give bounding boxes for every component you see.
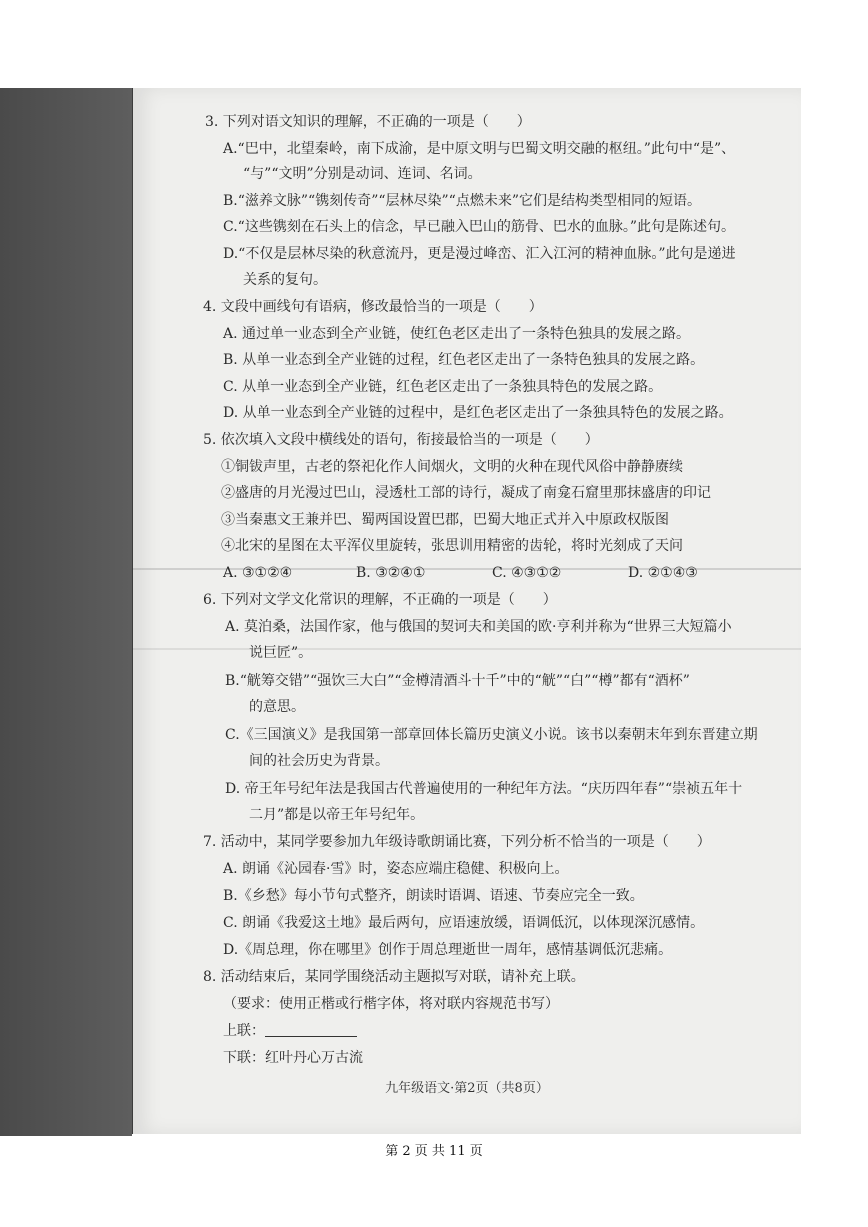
q4-option-d: D. 从单一业态到全产业链的过程中，是红色老区走出了一条独具特色的发展之路。 [223,405,733,421]
q8-upper-blank[interactable] [265,1022,357,1037]
q6-option-c-cont: 间的社会历史为背景。 [249,753,389,769]
q6-option-d-cont: 二月”都是以帝王年号纪年。 [249,807,425,823]
q5-option-c: C. ④③①② [492,565,562,581]
q6-option-b: B.“觥筹交错”“强饮三大白”“金樽清酒斗十千”中的“觥”“白”“樽”都有“酒杯” [225,673,690,689]
q6-option-d: D. 帝王年号纪年法是我国古代普遍使用的一种纪年方法。“庆历四年春”“崇祯五年十 [225,781,743,797]
q5-stem: 5. 依次填入文段中横线处的语句，衔接最恰当的一项是（ ） [203,432,599,448]
q7-option-d: D.《周总理，你在哪里》创作于周总理逝世一周年，感情基调低沉悲痛。 [223,942,673,958]
q3-option-a-cont: “与”“文明”分别是动词、连词、名词。 [243,166,482,182]
q4-option-b: B. 从单一业态到全产业链的过程，红色老区走出了一条特色独具的发展之路。 [223,352,705,368]
q4-option-c: C. 从单一业态到全产业链，红色老区走出了一条独具特色的发展之路。 [223,379,663,395]
q5-option-b: B. ③②④① [356,565,426,581]
q8-requirement: （要求：使用正楷或行楷字体，将对联内容规范书写） [223,996,559,1012]
page-number: 第 2 页 共 11 页 [385,1144,483,1159]
q5-sentence-3: ③当秦惠文王兼并巴、蜀两国设置巴郡，巴蜀大地正式并入中原政权版图 [221,512,669,528]
q8-stem: 8. 活动结束后，某同学围绕活动主题拟写对联，请补充上联。 [203,969,585,985]
q7-option-b: B.《乡愁》每小节句式整齐，朗读时语调、语速、节奏应完全一致。 [223,888,644,904]
q3-option-c: C.“这些镌刻在石头上的信念，早已融入巴山的筋骨、巴水的血脉。”此句是陈述句。 [223,219,735,235]
q6-stem: 6. 下列对文学文化常识的理解，不正确的一项是（ ） [203,592,557,608]
q5-option-d: D. ②①④③ [628,565,698,581]
q7-option-a: A. 朗诵《沁园春·雪》时，姿态应端庄稳健、积极向上。 [223,861,569,877]
q8-upper-couplet [223,1022,357,1040]
q5-sentence-4: ④北宋的星图在太平浑仪里旋转，张思训用精密的齿轮，将时光刻成了天问 [221,538,683,554]
q6-option-b-cont: 的意思。 [249,699,305,715]
q8-lower-couplet: 下联：红叶丹心万古流 [223,1050,363,1066]
q4-option-a: A. 通过单一业态到全产业链，使红色老区走出了一条特色独具的发展之路。 [223,326,691,342]
q5-sentence-1: ①铜钹声里，古老的祭祀化作人间烟火，文明的火种在现代风俗中静静赓续 [221,459,683,475]
q6-option-a-cont: 说巨匠”。 [249,645,313,661]
exam-paper-scan [132,88,801,1134]
q6-option-a: A. 莫泊桑，法国作家，他与俄国的契诃夫和美国的欧·亨利并称为“世界三大短篇小 [225,619,732,635]
paper-crease [133,648,801,650]
paper-footer: 九年级语文·第2页（共8页） [385,1081,549,1096]
q7-option-c: C. 朗诵《我爱这土地》最后两句，应语速放缓，语调低沉，以体现深沉感情。 [223,915,705,931]
q3-option-a: A.“巴中，北望秦岭，南下成渝，是中原文明与巴蜀文明交融的枢纽。”此句中“是”、 [223,141,736,157]
q3-option-b: B.“滋养文脉”“镌刻传奇”“层林尽染”“点燃未来”它们是结构类型相同的短语。 [223,193,701,209]
q4-stem: 4. 文段中画线句有语病，修改最恰当的一项是（ ） [203,299,543,315]
q3-stem: 3. 下列对语文知识的理解，不正确的一项是（ ） [205,114,531,130]
q5-sentence-2: ②盛唐的月光漫过巴山，浸透杜工部的诗行，凝成了南龛石窟里那抹盛唐的印记 [221,485,711,501]
q7-stem: 7. 活动中，某同学要参加九年级诗歌朗诵比赛，下列分析不恰当的一项是（ ） [203,834,711,850]
q3-option-d-cont: 关系的复句。 [243,272,327,288]
scan-dark-margin [0,88,132,1136]
q3-option-d: D.“不仅是层林尽染的秋意流丹，更是漫过峰峦、汇入江河的精神血脉。”此句是递进 [223,246,736,262]
q8-upper-label: 上联： [223,1023,265,1039]
q6-option-c: C.《三国演义》是我国第一部章回体长篇历史演义小说。该书以秦朝末年到东晋建立期 [225,727,758,743]
q5-option-a: A. ③①②④ [223,565,293,581]
